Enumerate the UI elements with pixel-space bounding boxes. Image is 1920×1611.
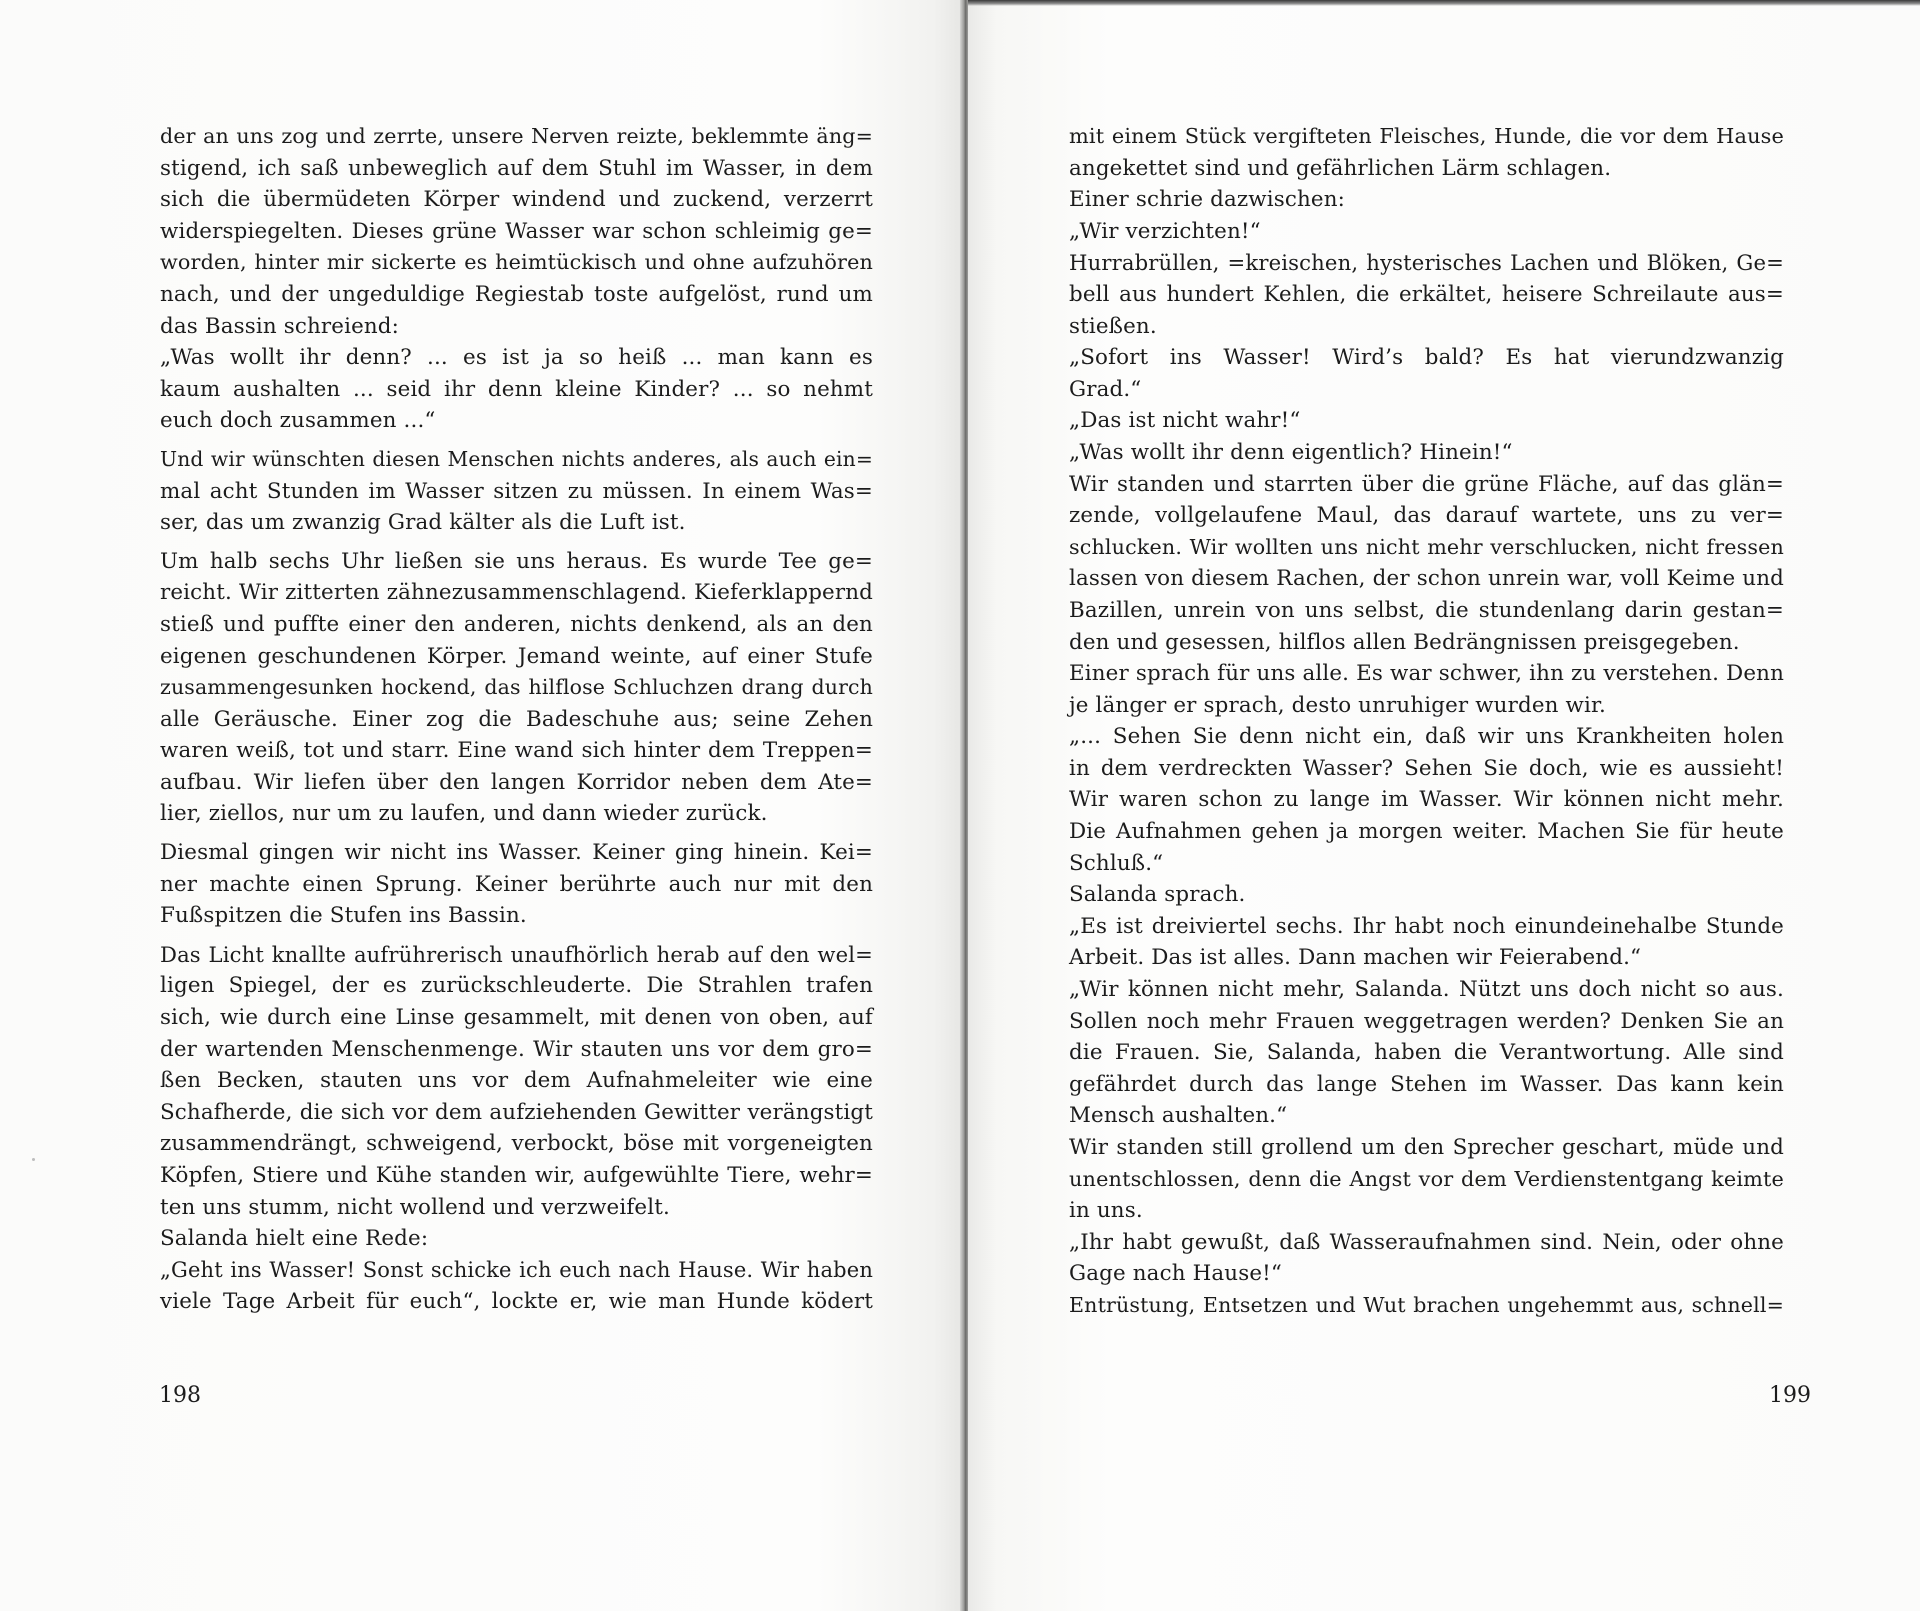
- text-line: „Das ist nicht wahr!“: [1069, 408, 1301, 434]
- text-line: Das Licht knallte aufrührerisch unaufhörlich herab auf den wel=: [160, 941, 873, 967]
- text-line: unentschlossen, denn die Angst vor dem Verdienstentgang keimte: [1069, 1166, 1784, 1191]
- text-line: „Wir verzichten!“: [1069, 218, 1261, 244]
- text-line: Schafherde, die sich vor dem aufziehenden Gewitter verängstigt: [160, 1099, 873, 1125]
- text-line: „Ihr habt gewußt, daß Wasseraufnahmen sind. Nein, oder ohne: [1069, 1229, 1784, 1255]
- text-line: Schluß.“: [1069, 850, 1164, 876]
- text-line: Köpfen, Stiere und Kühe standen wir, aufgewühlte Tiere, wehr=: [160, 1163, 873, 1188]
- text-line: stießen.: [1069, 313, 1157, 339]
- text-line: die Frauen. Sie, Salanda, haben die Verantwortung. Alle sind: [1069, 1040, 1784, 1066]
- text-line: zende, vollgelaufene Maul, das darauf wartete, uns zu ver=: [1069, 503, 1784, 529]
- text-line: nach, und der ungeduldige Regiestab toste aufgelöst, rund um: [160, 281, 873, 307]
- text-line: lassen von diesem Rachen, der schon unrein war, voll Keime und: [1069, 566, 1784, 592]
- text-line: der an uns zog und zerrte, unsere Nerven reizte, beklemmte äng=: [160, 124, 873, 148]
- text-line: „Es ist dreiviertel sechs. Ihr habt noch einundeinehalbe Stunde: [1069, 913, 1784, 939]
- text-line: „... Sehen Sie denn nicht ein, daß wir uns Krankheiten holen: [1069, 724, 1784, 750]
- text-line: stigend, ich saß unbeweglich auf dem Stuhl im Wasser, in dem: [160, 155, 873, 181]
- text-line: „Was wollt ihr denn? ... es ist ja so heiß ... man kann es: [160, 345, 873, 371]
- text-line: lier, ziellos, nur um zu laufen, und dann wieder zurück.: [160, 801, 768, 827]
- text-line: „Sofort ins Wasser! Wird’s bald? Es hat vierundzwanzig: [1069, 345, 1784, 371]
- paper-speck: [32, 1158, 35, 1161]
- text-line: eigenen geschundenen Körper. Jemand weinte, auf einer Stufe: [160, 643, 873, 669]
- text-line: zusammengesunken hockend, das hilflose Schluchzen drang durch: [160, 675, 873, 700]
- text-line: Arbeit. Das ist alles. Dann machen wir Feierabend.“: [1069, 945, 1642, 971]
- text-line: Sollen noch mehr Frauen weggetragen werden? Denken Sie an: [1069, 1008, 1784, 1034]
- text-line: der wartenden Menschenmenge. Wir stauten uns vor dem gro=: [160, 1036, 873, 1062]
- text-line: Grad.“: [1069, 376, 1142, 402]
- text-line: in dem verdreckten Wasser? Sehen Sie doch, wie es aussieht!: [1069, 755, 1784, 781]
- text-line: zusammendrängt, schweigend, verbockt, böse mit vorgeneigten: [160, 1131, 873, 1157]
- text-line: Wir standen still grollend um den Sprecher geschart, müde und: [1069, 1135, 1784, 1160]
- text-line: Einer sprach für uns alle. Es war schwer, ihn zu verstehen. Denn: [1069, 661, 1784, 687]
- text-line: Fußspitzen die Stufen ins Bassin.: [160, 903, 527, 929]
- text-line: in uns.: [1069, 1198, 1143, 1224]
- page-top-shadow: [968, 0, 1920, 6]
- text-line: Mensch aushalten.“: [1069, 1103, 1288, 1129]
- text-line: ten uns stumm, nicht wollend und verzweifelt.: [160, 1194, 670, 1220]
- text-line: Entrüstung, Entsetzen und Wut brachen ungehemmt aus, schnell=: [1069, 1292, 1784, 1317]
- left-page-number: 198: [159, 1383, 201, 1408]
- text-line: Bazillen, unrein von uns selbst, die stundenlang darin gestan=: [1069, 597, 1784, 623]
- text-line: angekettet sind und gefährlichen Lärm schlagen.: [1069, 155, 1612, 181]
- text-line: Hurrabrüllen, =kreischen, hysterisches Lachen und Blöken, Ge=: [1069, 250, 1784, 276]
- text-line: ligen Spiegel, der es zurückschleuderte. Die Strahlen trafen: [160, 973, 873, 999]
- text-line: mit einem Stück vergifteten Fleisches, Hunde, die vor dem Hause: [1069, 124, 1784, 148]
- text-line: sich die übermüdeten Körper windend und zuckend, verzerrt: [160, 187, 873, 213]
- text-line: Wir waren schon zu lange im Wasser. Wir können nicht mehr.: [1069, 787, 1784, 813]
- text-line: Gage nach Hause!“: [1069, 1261, 1282, 1287]
- text-line: euch doch zusammen ...“: [160, 408, 436, 434]
- text-line: „Geht ins Wasser! Sonst schicke ich euch nach Hause. Wir haben: [160, 1257, 873, 1282]
- text-line: Einer schrie dazwischen:: [1069, 187, 1346, 213]
- text-line: widerspiegelten. Dieses grüne Wasser war schon schleimig ge=: [160, 218, 873, 244]
- text-line: bell aus hundert Kehlen, die erkältet, heisere Schreilaute aus=: [1069, 281, 1784, 307]
- text-line: ser, das um zwanzig Grad kälter als die Luft ist.: [160, 510, 686, 536]
- text-line: aufbau. Wir liefen über den langen Korridor neben dem Ate=: [160, 769, 873, 795]
- right-page-text: [1069, 121, 1784, 1322]
- text-line: gefährdet durch das lange Stehen im Wasser. Das kann kein: [1069, 1071, 1784, 1097]
- text-line: mal acht Stunden im Wasser sitzen zu müssen. In einem Was=: [160, 478, 873, 504]
- text-line: schlucken. Wir wollten uns nicht mehr verschlucken, nicht fressen: [1069, 534, 1784, 559]
- text-line: stieß und puffte einer den anderen, nichts denkend, als an den: [160, 611, 873, 637]
- text-line: waren weiß, tot und starr. Eine wand sich hinter dem Treppen=: [160, 738, 873, 764]
- text-line: Salanda hielt eine Rede:: [160, 1226, 429, 1252]
- left-page-text: [160, 121, 873, 1318]
- text-line: Die Aufnahmen gehen ja morgen weiter. Machen Sie für heute: [1069, 819, 1784, 845]
- text-line: ner machte einen Sprung. Keiner berührte auch nur mit den: [160, 871, 873, 897]
- text-line: alle Geräusche. Einer zog die Badeschuhe aus; seine Zehen: [160, 706, 873, 732]
- text-line: reicht. Wir zitterten zähnezusammenschlagend. Kieferklappernd: [160, 580, 873, 606]
- text-line: „Wir können nicht mehr, Salanda. Nützt uns doch nicht so aus.: [1069, 977, 1784, 1003]
- text-line: viele Tage Arbeit für euch“, lockte er, wie man Hunde ködert: [160, 1289, 873, 1315]
- text-line: Um halb sechs Uhr ließen sie uns heraus. Es wurde Tee ge=: [160, 548, 873, 574]
- text-line: Salanda sprach.: [1069, 882, 1246, 908]
- right-page-number: 199: [1769, 1383, 1811, 1408]
- text-line: Wir standen und starrten über die grüne Fläche, auf das glän=: [1069, 471, 1784, 497]
- text-line: den und gesessen, hilflos allen Bedrängnissen preisgegeben.: [1069, 629, 1740, 655]
- text-line: Und wir wünschten diesen Menschen nichts anderes, als auch ein=: [160, 446, 873, 471]
- text-line: das Bassin schreiend:: [160, 313, 400, 339]
- text-line: ßen Becken, stauten uns vor dem Aufnahmeleiter wie eine: [160, 1068, 873, 1094]
- text-line: kaum aushalten ... seid ihr denn kleine Kinder? ... so nehmt: [160, 376, 873, 402]
- text-line: Diesmal gingen wir nicht ins Wasser. Keiner ging hinein. Kei=: [160, 840, 873, 866]
- right-page: [968, 0, 1920, 1611]
- text-line: je länger er sprach, desto unruhiger wurden wir.: [1069, 692, 1606, 718]
- text-line: worden, hinter mir sickerte es heimtückisch und ohne aufzuhören: [160, 250, 873, 275]
- text-line: sich, wie durch eine Linse gesammelt, mit denen von oben, auf: [160, 1005, 873, 1031]
- text-line: „Was wollt ihr denn eigentlich? Hinein!“: [1069, 439, 1513, 465]
